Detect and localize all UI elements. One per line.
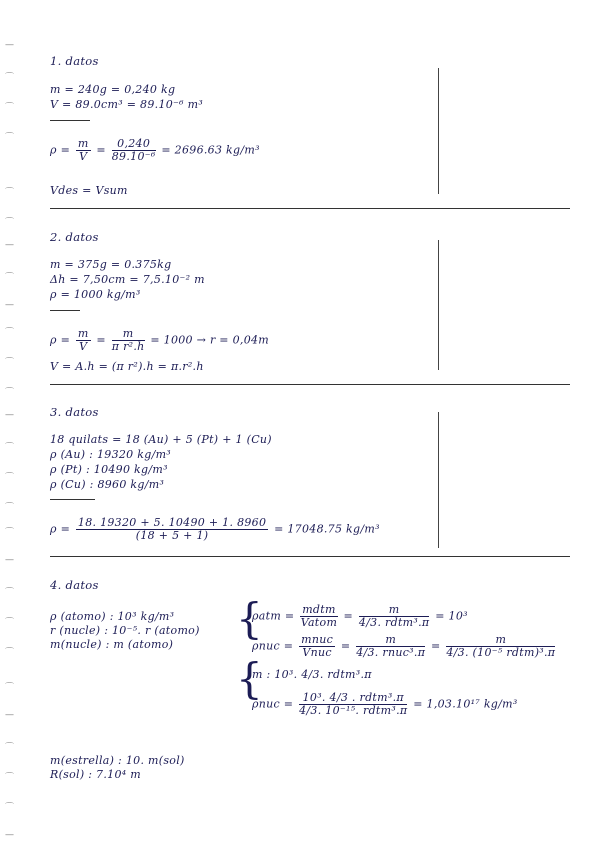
- section-divider: [50, 384, 570, 385]
- punch-mark: ⌒: [5, 73, 15, 83]
- punch-mark: —: [5, 240, 14, 250]
- s4-rho-nuc-formula: ρnuc = $\frac{\text{mnuc}}{\text{Vnuc}}$ = $\frac{m}{\text{4/3. rnuc³.π}}$ = $\frac{m}{\text{4/3. (10⁻⁵ rdtm)³.π}}$: [252, 633, 556, 659]
- s3-margin-line: [438, 412, 439, 548]
- s1-margin-line: [438, 68, 439, 194]
- punch-mark: —: [5, 410, 14, 420]
- punch-mark: ⌒: [5, 133, 15, 143]
- s4-rho-atom-formula: ρatm = $\frac{\text{mdtm}}{\text{Vatom}}$ = $\frac{m}{\text{4/3. rdtm³.π}}$ = 10³: [252, 603, 468, 629]
- s4-line-r-nucle: r (nucle) : 10⁻⁵. r (atomo): [50, 624, 200, 637]
- punch-mark: ⌒: [5, 443, 15, 453]
- s1-line-mass: m = 240g = 0,240 kg: [50, 83, 176, 96]
- punch-mark: ⌒: [5, 648, 15, 658]
- s1-underline: [50, 120, 90, 121]
- s3-density-formula: ρ = $\frac{18. 19320 + 5. 10490 + 1. 8960}{(18 + 5 + 1)}$ = 17048.75 kg/m³: [50, 516, 380, 542]
- s2-volume-line: V = A.h = (π r²).h = π.r².h: [50, 360, 204, 373]
- punch-mark: ⌒: [5, 683, 15, 693]
- punch-mark: ⌒: [5, 103, 15, 113]
- section-3-title: 3. datos: [50, 405, 99, 419]
- s3-line-quilats: 18 quilats = 18 (Au) + 5 (Pt) + 1 (Cu): [50, 433, 272, 446]
- punch-mark: —: [5, 300, 14, 310]
- s1-density-formula: ρ = $\frac{m}{V}$ = $\frac{0,240}{\text{89.10⁻⁶}}$ = 2696.63 kg/m³: [50, 137, 260, 163]
- s2-margin-line: [438, 240, 439, 370]
- s2-underline: [50, 310, 80, 311]
- punch-mark: ⌒: [5, 218, 15, 228]
- punch-mark: ⌒: [5, 743, 15, 753]
- punch-mark: ⌒: [5, 803, 15, 813]
- punch-mark: —: [5, 40, 14, 50]
- s3-underline: [50, 499, 95, 500]
- punch-mark: ⌒: [5, 473, 15, 483]
- s5-line-star-mass: m(estrella) : 10. m(sol): [50, 754, 185, 767]
- s4-left-brace-top: {: [236, 594, 263, 643]
- s2-density-formula: ρ = $\frac{m}{V}$ = $\frac{m}{\text{π r².h}}$ = 1000 → r = 0,04m: [50, 327, 270, 353]
- s4-line-rho-atom: ρ (atomo) : 10³ kg/m³: [50, 610, 175, 623]
- punch-mark: ⌒: [5, 273, 15, 283]
- punch-mark: ⌒: [5, 528, 15, 538]
- s4-mass-line: m : 10³. 4/3. rdtm³.π: [252, 668, 372, 681]
- s5-line-sun-radius: R(sol) : 7.10⁴ m: [50, 768, 141, 781]
- s4-rho-nuc-result: ρnuc = $\frac{\text{10³. 4/3 . rdtm³.π}}{\text{4/3. 10⁻¹⁵. rdtm³.π}}$ = 1,03.10¹⁷ kg/m³: [252, 691, 518, 717]
- punch-mark: ⌒: [5, 588, 15, 598]
- s3-line-au: ρ (Au) : 19320 kg/m³: [50, 448, 172, 461]
- section-4-title: 4. datos: [50, 578, 99, 592]
- punch-mark: ⌒: [5, 328, 15, 338]
- section-divider: [50, 556, 570, 557]
- punch-mark: ⌒: [5, 618, 15, 628]
- section-1-title: 1. datos: [50, 54, 99, 68]
- punch-mark: —: [5, 710, 14, 720]
- s2-line-density: ρ = 1000 kg/m³: [50, 288, 141, 301]
- punch-mark: ⌒: [5, 188, 15, 198]
- punch-mark: ⌒: [5, 388, 15, 398]
- s4-left-brace-bottom: {: [236, 654, 263, 703]
- punch-mark: ⌒: [5, 773, 15, 783]
- punch-mark: ⌒: [5, 503, 15, 513]
- s1-vdes-line: Vdes = Vsum: [50, 184, 128, 197]
- s2-line-height: Δh = 7,50cm = 7,5.10⁻² m: [50, 273, 205, 286]
- punch-mark: —: [5, 555, 14, 565]
- s3-line-cu: ρ (Cu) : 8960 kg/m³: [50, 478, 165, 491]
- s4-line-m-nucle: m(nucle) : m (atomo): [50, 638, 174, 651]
- s3-line-pt: ρ (Pt) : 10490 kg/m³: [50, 463, 168, 476]
- punch-mark: —: [5, 830, 14, 840]
- punch-mark: ⌒: [5, 358, 15, 368]
- s2-line-mass: m = 375g = 0.375kg: [50, 258, 172, 271]
- s1-line-volume: V = 89.0cm³ = 89.10⁻⁶ m³: [50, 98, 204, 111]
- section-2-title: 2. datos: [50, 230, 99, 244]
- section-divider: [50, 208, 570, 209]
